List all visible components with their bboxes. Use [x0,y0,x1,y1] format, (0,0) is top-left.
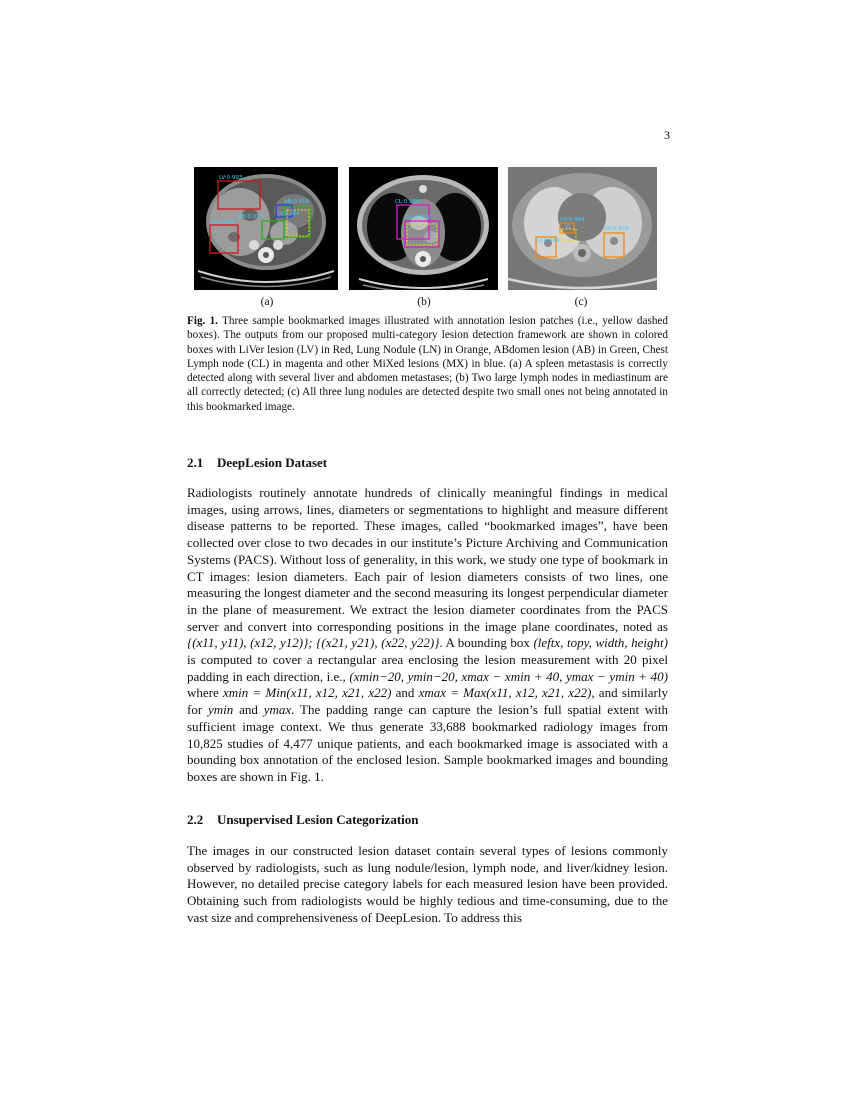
figure-sublabel-a: (a) [260,296,274,308]
detection-label: LN:0.994 [560,217,585,223]
figure-sublabel-b: (b) [417,296,431,308]
section-number: 2.1 [187,455,204,470]
section-title: Unsupervised Lesion Categorization [217,812,419,827]
detection-label: CL:0.986 [395,199,420,205]
figure-panel-a [194,167,338,290]
math-inline: xmax = Max(x11, x12, x21, x22) [418,685,592,701]
detection-label: LV:0.949 [536,238,560,244]
paragraph-text: and [233,702,264,718]
ct-image-abdomen [194,167,338,290]
paragraph-text: , and similarly for [187,685,668,718]
math-inline: (leftx, topy, width, height) [533,635,668,651]
ct-image-chest [349,167,498,290]
section-2-2-paragraph: The images in our constructed lesion dataset contain several types of lesions commonly observed by radiologists, such as lung nodule/lesion, lymph node, and liver/kidney lesion. However, no detailed precise category labels for each measured lesion have been provided. Obtaining such from radiologists would be highly tedious and time-consuming, due to the vast size and comprehensiveness of DeepLesion. To address this [187,843,668,925]
ct-image-lung [508,167,657,290]
figure-caption [187,314,668,414]
figure-caption-label: Fig. 1. [187,315,218,327]
math-inline: {(x11, y11), (x12, y12)}; {(x21, y21), (x22, y22)} [187,635,440,651]
paragraph-text: . The padding range can capture the lesion’s full spatial extent with sufficient image context. We thus generate 33,688 bookmarked radiology images from 10,825 studies of 4,477 unique patients, and each bookmarked image is associated with a bounding box annotation of the enclosed lesion. Sample bookmarked images and bounding boxes are shown in Fig. 1. [187,702,668,784]
math-inline: xmin = Min(x11, x12, x21, x22) [222,685,392,701]
paragraph-text: is computed to cover a rectangular area enclosing the lesion measurement with 20 pixel padding in each direction, i.e., [187,652,668,684]
paragraph-text: . A bounding box [439,635,534,651]
detection-label: LV:0.984 [211,220,235,226]
figure-panel-b [349,167,498,290]
detection-label: LV:0.984 [278,211,300,217]
section-title: DeepLesion Dataset [217,455,328,470]
detection-label: CL:0.973 [405,215,430,221]
detection-label: LV:0.993 [219,175,243,181]
figure-panel-c [508,167,657,290]
page-number: 3 [664,128,670,142]
section-heading-2-1 [187,455,327,471]
math-inline: ymin [208,702,234,718]
figure-sublabel-c: (c) [574,296,588,308]
detection-label: LN:0.976 [604,226,629,232]
section-number: 2.2 [187,812,204,827]
paragraph-text: Radiologists routinely annotate hundreds of clinically meaningful findings in medical images, using arrows, lines, diameters or segmentations to highlight and measure different disease patterns to be reported. These images, called “bookmarked images”, have been collected over close to two decades in our institute’s Picture Archiving and Communication Systems (PACS). Without loss of generality, in this work, we study one type of bookmark in CT images: lesion diameters. Each pair of lesion diameters consists of two lines, one measuring the longest diameter and the second measuring its longest perpendicular diameter in the plane of measurement. We extract the lesion diameter coordinates from the PACS server and convert into corresponding positions in the image plane coordinates, noted as [187,485,668,634]
detection-label: AB:0.913 [238,214,264,220]
section-heading-2-2 [187,812,419,828]
math-inline: (xmin−20, ymin−20, xmax − xmin + 40, ymax − ymin + 40) [349,668,669,684]
figure-caption-text: Three sample bookmarked images illustrated with annotation lesion patches (i.e., yellow dashed boxes). The outputs from our proposed multi-category lesion detection framework are shown in colored boxes with LiVer lesion (LV) in Red, Lung Nodule (LN) in Orange, ABdomen lesion (AB) in Green, Chest Lymph node (CL) in magenta and other MiXed lesions (MX) in blue. (a) A spleen metastasis is correctly detected along with several liver and abdomen metastases; (b) Two large lymph nodes in mediastinum are all correctly detected; (c) All three lung nodules are detected despite two small ones not being annotated in this bookmarked image. [187,315,668,413]
paragraph-text: and [391,685,419,701]
section-2-1-paragraph [187,485,668,786]
detection-label: AB:0.914 [284,199,310,205]
math-inline: ymax [263,702,292,718]
paragraph-text: where [187,685,223,701]
